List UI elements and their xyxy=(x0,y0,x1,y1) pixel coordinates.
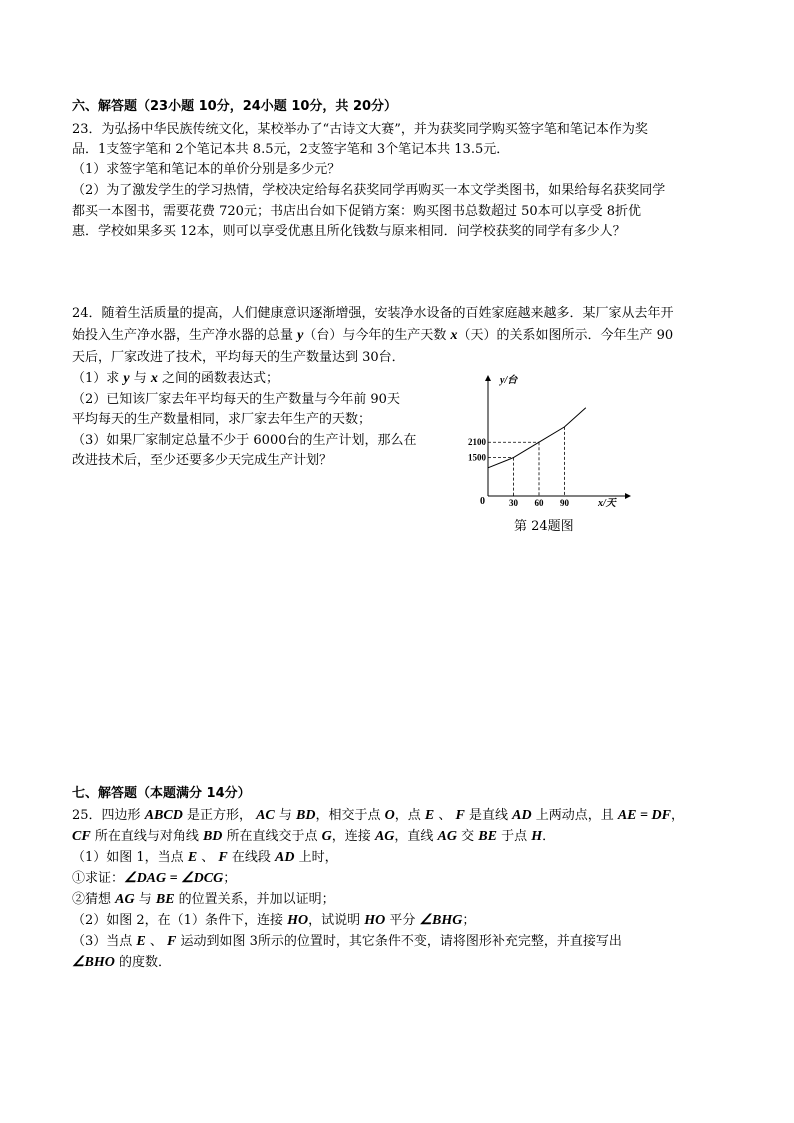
math-e: E xyxy=(136,934,146,949)
q25-line-7 xyxy=(72,932,622,951)
q25-text: ； xyxy=(223,871,237,886)
q25-text: 上时， xyxy=(294,850,338,865)
q24-text: （台）与今年的生产天数 xyxy=(303,328,451,343)
q23-line-2: 品．1支签字笔和 2个笔记本共 8.5元，2支签字笔和 3个笔记本共 13.5元． xyxy=(72,142,510,157)
q25-text: ，试说明 xyxy=(308,913,365,928)
q25-line-5 xyxy=(72,890,335,909)
math-f: F xyxy=(167,934,177,949)
figure-24-chart xyxy=(470,370,640,515)
origin-label: 0 xyxy=(480,496,485,507)
figure-24-caption: 第 24题图 xyxy=(514,519,574,534)
math-e: E xyxy=(187,850,198,865)
q24-text: 之间的函数表达式； xyxy=(157,371,280,386)
math-ag: AG xyxy=(374,829,395,844)
q25-text: （1）如图 1，当点 xyxy=(72,850,188,865)
q24-text: （1）求 xyxy=(72,371,124,386)
q25-text: 的度数． xyxy=(114,955,172,970)
q25-text: 交 xyxy=(456,829,479,844)
section-6-heading: 六、解答题（23小题 10分，24小题 10分，共 20分） xyxy=(72,99,398,114)
math-ag: AG xyxy=(437,829,457,844)
q24-text: （天）的关系如图所示．今年生产 90 xyxy=(457,328,674,343)
x-tick-label-30: 30 xyxy=(509,498,518,508)
var-y: y xyxy=(123,371,130,386)
math-angle-bhg: ∠BHG xyxy=(419,913,463,928)
x-tick-label-60: 60 xyxy=(534,498,544,508)
q24-line-2 xyxy=(72,326,673,345)
math-f: F xyxy=(455,808,465,823)
q25-text: 、 xyxy=(197,850,219,865)
q23-line-6: 惠．学校如果多买 12本，则可以享受优惠且所化钱数与原来相同．问学校获奖的同学有多少人？ xyxy=(72,224,626,239)
q24-part-3b: 改进技术后，至少还要多少天完成生产计划？ xyxy=(72,453,333,468)
math-ae-eq-df: AE = DF xyxy=(617,808,671,823)
math-ho: HO xyxy=(287,913,309,928)
q25-text: 所在直线与对角线 xyxy=(90,829,203,844)
q24-part-2a: （2）已知该厂家去年平均每天的生产数量与今年前 90天 xyxy=(72,392,400,407)
q25-text: ②猜想 xyxy=(72,892,116,907)
math-ad: AD xyxy=(512,808,532,823)
q24-text: 始投入生产净水器，生产净水器的总量 xyxy=(72,328,298,343)
x-tick-label-90: 90 xyxy=(560,498,569,508)
q25-text: ①求证： xyxy=(72,871,125,886)
section-7-heading: 七、解答题（本题满分 14分） xyxy=(72,786,251,801)
var-x: x xyxy=(150,371,158,386)
q25-line-3 xyxy=(72,848,338,867)
math-bd: BD xyxy=(202,829,223,844)
q25-text: ； xyxy=(462,913,476,928)
q25-line-8 xyxy=(72,953,171,972)
q25-text: 与 xyxy=(274,808,297,823)
math-ho: HO xyxy=(364,913,386,928)
q25-line-1 xyxy=(72,806,684,825)
math-angle-bho: ∠BHO xyxy=(72,955,115,970)
math-e: E xyxy=(424,808,435,823)
q25-text: 平分 xyxy=(385,913,420,928)
q24-line-3: 天后，厂家改进了技术，平均每天的生产数量达到 30台． xyxy=(72,350,405,365)
math-be: BE xyxy=(155,892,175,907)
math-o: O xyxy=(384,808,395,823)
q24-part-1 xyxy=(72,369,279,388)
q25-line-2 xyxy=(72,827,555,846)
var-y: y xyxy=(297,328,304,343)
q25-text: ，直线 xyxy=(394,829,438,844)
q23-line-1: 23．为弘扬中华民族传统文化，某校举办了“古诗文大赛”，并为获奖同学购买签字笔和笔记本作为奖 xyxy=(72,122,648,137)
math-abcd: ABCD xyxy=(144,808,183,823)
q25-line-4 xyxy=(72,869,236,888)
math-angle-eq: ∠DAG = ∠DCG xyxy=(124,871,224,886)
q24-part-2b: 平均每天的生产数量相同，求厂家去年生产的天数； xyxy=(72,412,372,427)
q25-text: 的位置关系，并加以证明； xyxy=(174,892,335,907)
q25-line-6 xyxy=(72,911,475,930)
q25-text: 是直线 xyxy=(464,808,513,823)
q25-text: 、 xyxy=(145,934,168,949)
q25-text: ，点 xyxy=(394,808,425,823)
q25-text: 运动到如图 3所示的位置时，其它条件不变，请将图形补充完整，并直接写出 xyxy=(176,934,622,949)
math-be: BE xyxy=(478,829,497,844)
q25-text: 在线段 xyxy=(227,850,276,865)
math-cf: CF xyxy=(72,829,91,844)
q25-text: 上两动点，且 xyxy=(531,808,618,823)
q25-text: ． xyxy=(542,829,556,844)
q24-part-3a: （3）如果厂家制定总量不少于 6000台的生产计划，那么在 xyxy=(72,433,417,448)
y-axis-label: y/台 xyxy=(500,375,518,386)
math-g: G xyxy=(321,829,332,844)
q25-text: ，连接 xyxy=(331,829,375,844)
var-x: x xyxy=(450,328,458,343)
q25-text: 25．四边形 xyxy=(72,808,145,823)
y-tick-label-2100: 2100 xyxy=(468,437,486,448)
q23-line-4: （2）为了激发学生的学习热情，学校决定给每名获奖同学再购买一本文学类图书，如果给每名获奖同学 xyxy=(72,183,666,198)
q25-text: 、 xyxy=(434,808,456,823)
q25-text: （2）如图 2，在（1）条件下，连接 xyxy=(72,913,288,928)
q25-text: 所在直线交于点 xyxy=(222,829,322,844)
math-f: F xyxy=(218,850,228,865)
q23-line-5: 都买一本图书，需要花费 720元；书店出台如下促销方案：购买图书总数超过 50本可以享受 8折优 xyxy=(72,204,642,219)
q25-text: ， xyxy=(670,808,684,823)
q24-text: 与 xyxy=(129,371,151,386)
q25-text: ，相交于点 xyxy=(315,808,385,823)
math-bd: BD xyxy=(296,808,316,823)
q23-line-3: （1）求签字笔和笔记本的单价分别是多少元？ xyxy=(72,162,341,177)
math-h: H xyxy=(531,829,543,844)
q25-text: 是正方形， xyxy=(182,808,257,823)
series-line xyxy=(488,408,586,468)
math-ad: AD xyxy=(275,850,295,865)
q25-text: （3）当点 xyxy=(72,934,137,949)
x-axis-label: x/天 xyxy=(598,498,616,509)
q25-text: 与 xyxy=(134,892,156,907)
math-ag: AG xyxy=(115,892,135,907)
math-ac: AC xyxy=(256,808,275,823)
q24-line-1: 24．随着生活质量的提高，人们健康意识逐渐增强，安装净水设备的百姓家庭越来越多．某厂家从去年开 xyxy=(72,306,674,321)
q25-text: 于点 xyxy=(496,829,532,844)
y-tick-label-1500: 1500 xyxy=(468,452,486,463)
